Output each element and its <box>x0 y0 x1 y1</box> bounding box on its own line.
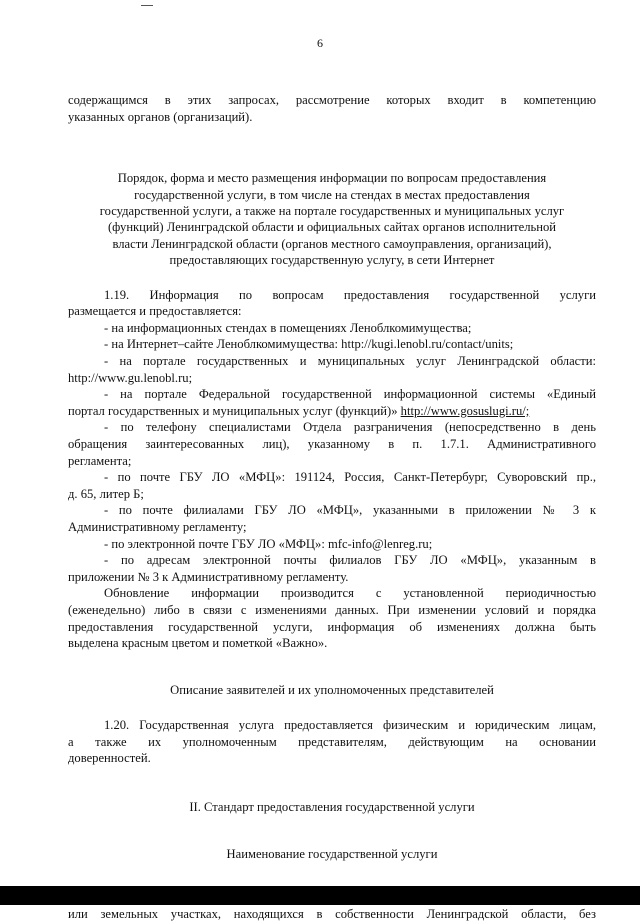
list-item: - по почте филиалами ГБУ ЛО «МФЦ», указанными в приложении № 3 к <box>104 503 596 518</box>
text-line: размещается и предоставляется: <box>68 304 242 319</box>
text-line: Обновление информации производится с установленной периодичностью <box>104 586 596 601</box>
list-item: - на портале государственных и муниципальных услуг Ленинградской области: <box>104 354 596 368</box>
list-item-continuation: регламента; <box>68 453 132 468</box>
list-item: - по адресам электронной почты филиалов ГБУ ЛО «МФЦ», указанным в <box>104 553 596 568</box>
list-item: - по телефону специалистами Отдела разграничения (непосредственно в день <box>104 420 596 435</box>
list-item-continuation: обращения заинтересованных лиц), указанному в п. 1.7.1. Административного <box>68 436 596 451</box>
paragraph-1-19 <box>68 287 596 652</box>
scan-bottom-border <box>0 886 640 905</box>
text-line: содержащимся в этих запросах, рассмотрение которых входит в компетенцию <box>68 93 596 107</box>
section-heading-standard: II. Стандарт предоставления государственной услуги <box>189 800 475 815</box>
paragraph-continuation <box>68 92 596 125</box>
document-body <box>68 92 596 922</box>
text-line: 1.20. Государственная услуга предоставляется физическим и юридическим лицам, <box>104 718 596 733</box>
heading-line: (функций) Ленинградской области и официальных сайтах органов исполнительной <box>107 220 557 235</box>
list-item-continuation: http://www.gu.lenobl.ru; <box>68 370 193 385</box>
page-number: 6 <box>317 36 323 50</box>
section-heading-applicants: Описание заявителей и их уполномоченных представителей <box>170 682 494 697</box>
list-item: - на портале Федеральной государственной информационной системы «Единый <box>104 387 596 402</box>
heading-line: государственной услуги, а также на портале государственных и муниципальных услуг <box>99 204 565 218</box>
text-line: доверенностей. <box>68 751 151 766</box>
heading-line: власти Ленинградской области (органов местного самоуправления, организаций), <box>112 236 552 251</box>
text-span: портал государственных и муниципальных услуг (функций)» <box>68 403 401 418</box>
section-heading-information-placement <box>68 170 596 268</box>
list-item: - на информационных стендах в помещениях Леноблкомимущества; <box>104 320 472 335</box>
list-item-continuation <box>68 403 596 420</box>
text-line: указанных органов (организаций). <box>68 109 253 124</box>
list-item-continuation: Административному регламенту; <box>68 519 247 534</box>
paragraph-1-20 <box>68 717 596 767</box>
text-line: (еженедельно) либо в связи с изменениями данных. При изменении условий и порядка <box>68 602 596 617</box>
text-line: или земельных участках, находящихся в собственности Ленинградской области, без <box>68 906 596 921</box>
heading-line: предоставляющих государственную услугу, в сети Интернет <box>169 253 495 268</box>
text-line: а также их уполномоченным представителям, действующим на основании <box>68 734 596 749</box>
list-item: - по электронной почте ГБУ ЛО «МФЦ»: mfc-info@lenreg.ru; <box>104 536 433 551</box>
section-heading-service-name: Наименование государственной услуги <box>226 846 438 861</box>
list-item-continuation: д. 65, литер Б; <box>68 486 144 501</box>
scan-mark <box>141 5 153 6</box>
heading-line: государственной услуги, в том числе на стендах в местах предоставления <box>134 187 530 202</box>
text-line: 1.19. Информация по вопросам предоставления государственной услуги <box>104 287 596 302</box>
list-item: - по почте ГБУ ЛО «МФЦ»: 191124, Россия, Санкт-Петербург, Суворовский пр., <box>104 470 596 485</box>
text-line: выделена красным цветом и пометкой «Важно». <box>68 636 328 651</box>
list-item-continuation: приложении № 3 к Административному регламенту. <box>68 569 349 584</box>
heading-line: Порядок, форма и место размещения информации по вопросам предоставления <box>117 171 547 186</box>
gosuslugi-link[interactable]: http://www.gosuslugi.ru/; <box>400 403 530 418</box>
list-item: - на Интернет–сайте Леноблкомимущества: http://kugi.lenobl.ru/contact/units; <box>104 337 514 352</box>
text-line: предоставления государственной услуги, информация об изменениях должна быть <box>68 619 596 634</box>
